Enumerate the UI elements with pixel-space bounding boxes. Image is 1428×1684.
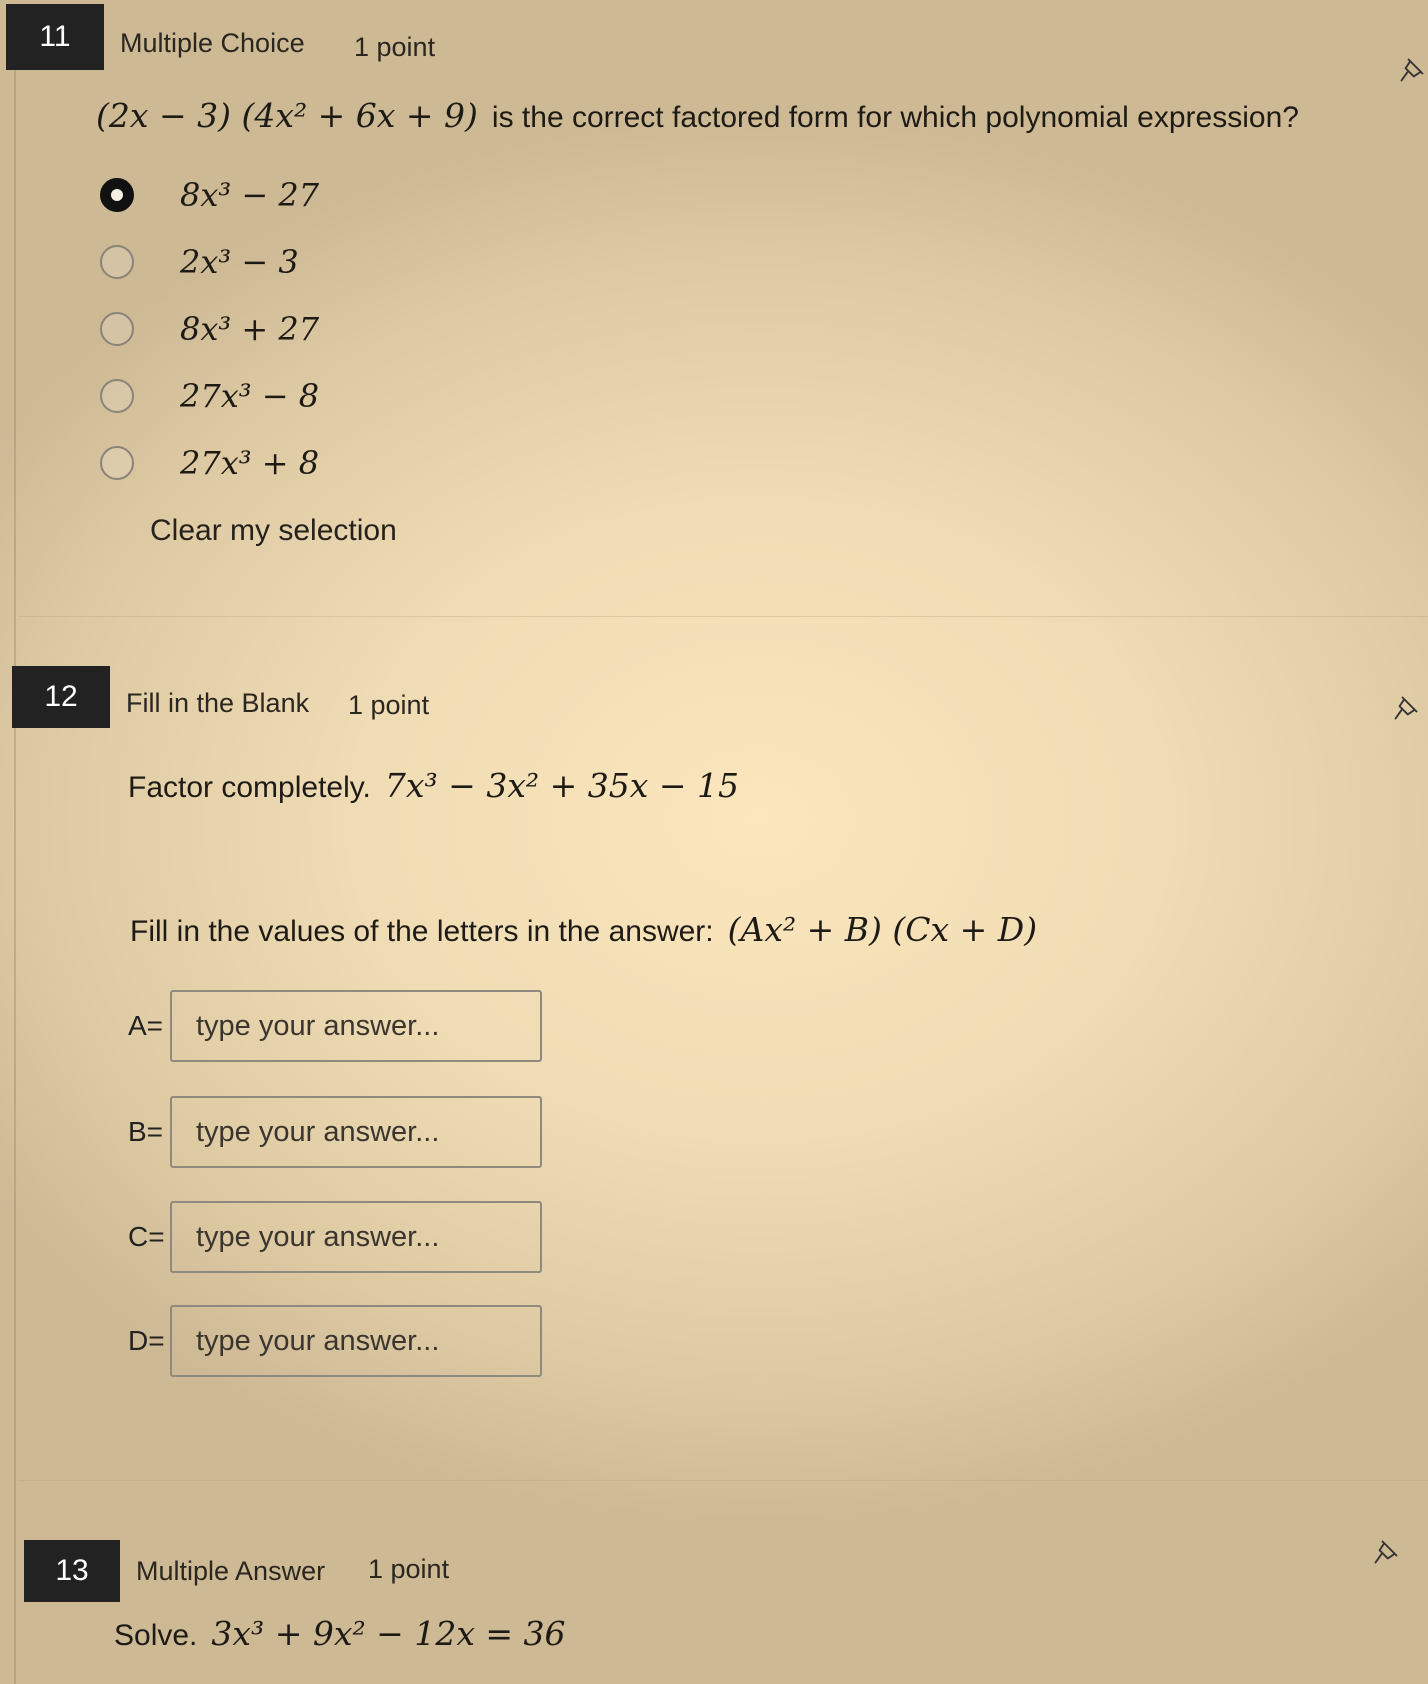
question-11-number: 11 xyxy=(6,4,104,70)
question-12-prompt-math: 7x³ − 3x² + 35x − 15 xyxy=(384,766,740,805)
question-12-type: Fill in the Blank xyxy=(126,688,310,718)
question-13-prompt-math: 3x³ + 9x² − 12x = 36 xyxy=(211,1614,566,1653)
question-12-instruction xyxy=(130,910,1037,949)
option-label: 8x³ − 27 xyxy=(180,176,320,214)
divider xyxy=(18,616,1428,617)
question-12-points: 1 point xyxy=(348,690,430,720)
option-5[interactable] xyxy=(100,438,319,488)
option-2[interactable] xyxy=(100,237,299,287)
question-11-prompt-text: is the correct factored form for which polynomial expression? xyxy=(491,101,1299,134)
left-rule xyxy=(14,70,16,1684)
radio-icon[interactable] xyxy=(100,245,134,279)
divider xyxy=(18,1480,1428,1481)
pin-icon[interactable] xyxy=(1372,1538,1400,1566)
question-13-type: Multiple Answer xyxy=(136,1556,326,1586)
question-11-type: Multiple Choice xyxy=(120,28,305,58)
field-label-b: B= xyxy=(128,1116,164,1147)
option-label: 27x³ + 8 xyxy=(180,444,320,482)
option-label: 2x³ − 3 xyxy=(180,243,299,281)
question-13-prompt xyxy=(114,1614,566,1653)
answer-field-d[interactable] xyxy=(170,1305,542,1377)
question-12-number: 12 xyxy=(12,666,110,728)
question-12-instruction-math: (Ax² + B) (Cx + D) xyxy=(727,910,1038,949)
field-row-d xyxy=(128,1305,542,1377)
radio-icon[interactable] xyxy=(100,446,134,480)
pin-icon[interactable] xyxy=(1398,56,1426,84)
question-11-prompt xyxy=(96,96,1299,135)
question-12-prompt-text: Factor completely. xyxy=(128,771,371,804)
field-label-d: D= xyxy=(128,1325,165,1356)
question-13-prompt-text: Solve. xyxy=(114,1619,198,1652)
answer-field-c[interactable] xyxy=(170,1201,542,1273)
question-12-prompt xyxy=(128,766,739,805)
question-11-prompt-math: (2x − 3) (4x² + 6x + 9) xyxy=(96,96,478,135)
question-13-points: 1 point xyxy=(368,1554,450,1584)
option-4[interactable] xyxy=(100,371,319,421)
field-label-c: C= xyxy=(128,1221,165,1252)
question-12-instruction-text: Fill in the values of the letters in the answer: xyxy=(130,915,714,948)
option-label: 8x³ + 27 xyxy=(180,310,320,348)
answer-field-a[interactable] xyxy=(170,990,542,1062)
clear-selection-link[interactable]: Clear my selection xyxy=(150,514,397,547)
field-row-c xyxy=(128,1201,542,1273)
answer-field-b[interactable] xyxy=(170,1096,542,1168)
question-11-points: 1 point xyxy=(354,32,436,62)
pin-icon[interactable] xyxy=(1392,694,1420,722)
option-1[interactable] xyxy=(100,170,319,220)
field-row-b xyxy=(128,1096,542,1168)
radio-selected-icon[interactable] xyxy=(100,178,134,212)
question-13-number: 13 xyxy=(24,1540,120,1602)
option-3[interactable] xyxy=(100,304,319,354)
field-row-a xyxy=(128,990,542,1062)
radio-icon[interactable] xyxy=(100,312,134,346)
option-label: 27x³ − 8 xyxy=(180,377,320,415)
radio-icon[interactable] xyxy=(100,379,134,413)
field-label-a: A= xyxy=(128,1010,164,1041)
